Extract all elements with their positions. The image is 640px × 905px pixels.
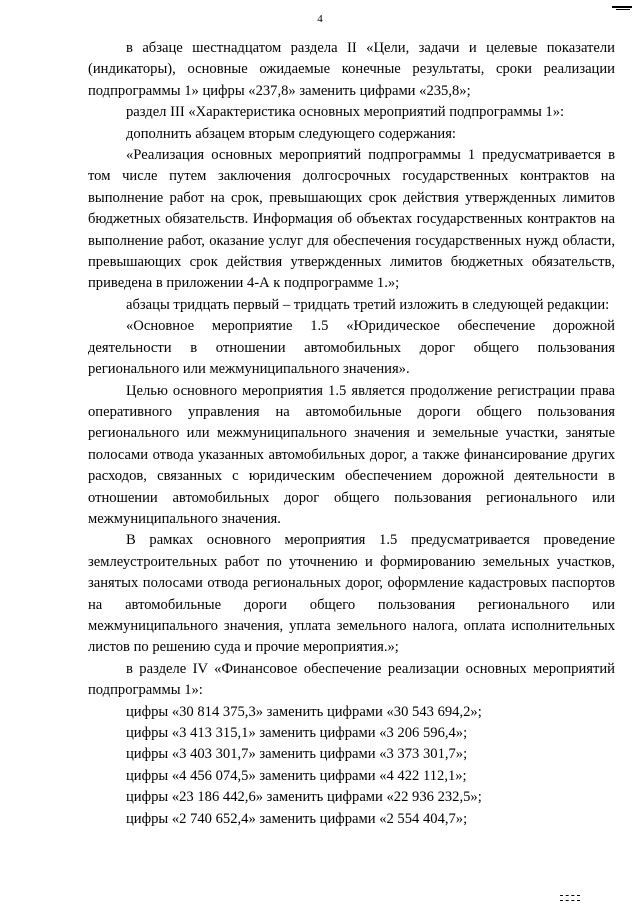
paragraph-section-3-heading: раздел III «Характеристика основных мероприятий подпрограммы 1»: — [126, 104, 565, 121]
replacement-line: цифры «30 814 375,3» заменить цифрами «30 543 694,2»; — [126, 703, 482, 720]
paragraph-activity-scope: В рамках основного мероприятия 1.5 предусматривается проведение землеустроительных работ по уточнению и формированию земельных участков, занятых полосами отвода региональных дорог, оформление кадастровых паспортов на автомобильные дороги общего пользования регионального или межмуниципального значения, уплата земельного налога, оплата исполнительных листов по решению суда и прочие мероприятия.»; — [88, 532, 615, 656]
scan-footer-mark — [560, 895, 580, 901]
replacement-line: цифры «23 186 442,6» заменить цифрами «22 936 232,5»; — [126, 789, 482, 806]
replacement-line: цифры «2 740 652,4» заменить цифрами «2 554 404,7»; — [126, 810, 468, 827]
paragraph-activity-goal: Целью основного мероприятия 1.5 является продолжение регистрации права оперативного управления на автомобильные дороги общего пользования регионального или межмуниципального значения и земельные участки, занятые полосами отвода указанных автомобильных дорог, а также финансирование других расходов, связанных с юридическим обеспечением дорожной деятельности в отношении автомобильных дорог общего пользования регионального или межмуниципального значения. — [88, 382, 615, 527]
paragraph-section-4-heading: в разделе IV «Финансовое обеспечение реализации основных мероприятий подпрограммы 1»: — [88, 660, 615, 699]
document-body — [88, 38, 615, 830]
scan-corner-mark — [612, 6, 632, 8]
replacement-line: цифры «3 403 301,7» заменить цифрами «3 373 301,7»; — [126, 746, 468, 763]
paragraph-implementation-quote: «Реализация основных мероприятий подпрограммы 1 предусматривается в том числе путем заключения долгосрочных государственных контрактов на выполнение работ на срок, превышающих срок действия утвержденных лимитов бюджетных обязательств. Информация об объектах государственных контрактов на выполнение работ, оказание услуг для обеспечения государственных нужд области, превышающих срок действия утвержденных лимитов бюджетных обязательств, приведена в приложении 4-А к подпрограмме 1.»; — [88, 147, 615, 292]
replacement-line: цифры «4 456 074,5» заменить цифрами «4 422 112,1»; — [126, 767, 467, 784]
paragraph-restate-instruction: абзацы тридцать первый – тридцать третий изложить в следующей редакции: — [126, 296, 610, 313]
page-number: 4 — [317, 13, 323, 25]
paragraph-section-2-amendment: в абзаце шестнадцатом раздела II «Цели, задачи и целевые показатели (индикаторы), основные ожидаемые конечные результаты, сроки реализации подпрограммы 1» цифры «237,8» заменить цифрами «235,8»; — [88, 40, 615, 99]
replacement-line: цифры «3 413 315,1» заменить цифрами «3 206 596,4»; — [126, 725, 468, 741]
paragraph-main-activity-title: «Основное мероприятие 1.5 «Юридическое обеспечение дорожной деятельности в отношении автомобильных дорог общего пользования регионального или межмуниципального значения». — [88, 318, 615, 378]
paragraph-add-second: дополнить абзацем вторым следующего содержания: — [126, 125, 456, 142]
